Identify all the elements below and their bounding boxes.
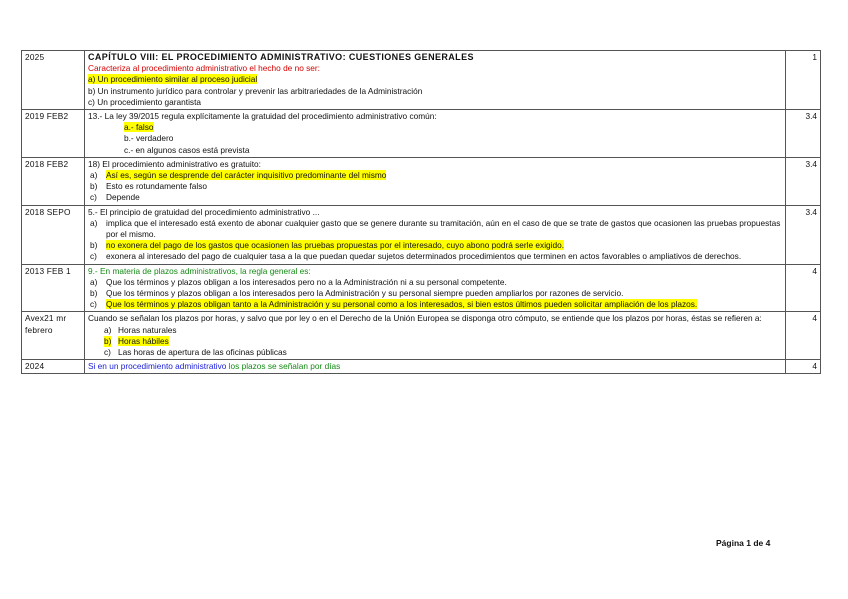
option-a: a.- falso — [124, 122, 154, 133]
page-total: 4 — [765, 538, 771, 548]
question-cell — [85, 110, 786, 158]
option-letter: c) — [90, 251, 97, 262]
page-label: Página — [716, 538, 744, 548]
question-text-part1: Si en un procedimiento administrativo — [88, 361, 227, 372]
table-row — [22, 157, 821, 205]
option-letter: b) — [90, 288, 98, 299]
row-points: 3.4 — [786, 205, 821, 264]
row-points: 4 — [786, 360, 821, 374]
question-cell — [85, 157, 786, 205]
option-a: Que los términos y plazos obligan a los interesados pero no a la Administración ni a su personal competente. — [106, 276, 507, 287]
table-row — [22, 51, 821, 110]
option-c: c.- en algunos casos está prevista — [124, 144, 250, 155]
row-id: 2025 — [22, 51, 85, 110]
row-points: 4 — [786, 312, 821, 360]
question-cell — [85, 360, 786, 374]
option-letter: a) — [90, 170, 98, 181]
table-row — [22, 110, 821, 158]
row-points: 3.4 — [786, 157, 821, 205]
option-b: no exonera del pago de los gastos que ocasionen las pruebas propuestas por el interesado, cuyo abono podrá serle exigido. — [106, 240, 565, 251]
row-id-line1: Avex21 mr — [25, 313, 67, 324]
option-letter: a) — [104, 324, 112, 335]
row-id: 2018 FEB2 — [22, 157, 85, 205]
row-id: 2018 SEPO — [22, 205, 85, 264]
option-a: Así es, según se desprende del carácter inquisitivo predominante del mismo — [106, 170, 387, 181]
page-footer — [716, 538, 770, 548]
row-id: 2024 — [22, 360, 85, 374]
row-points: 1 — [786, 51, 821, 110]
question-cell — [85, 312, 786, 360]
question-text: 13.- La ley 39/2015 regula explícitamente la gratuidad del procedimiento administrativo común: — [88, 111, 437, 122]
table-row — [22, 205, 821, 264]
row-points: 3.4 — [786, 110, 821, 158]
row-id: 2013 FEB 1 — [22, 264, 85, 312]
option-a: implica que el interesado está exento de abonar cualquier gasto que se genere durante su tramitación, aún en el caso de que se trate de gastos que ocasionen las pruebas propuestas por el mismo. — [106, 217, 781, 240]
table-row — [22, 264, 821, 312]
option-b: b) Un instrumento jurídico para controlar y prevenir las arbitrariedades de la Administración — [88, 85, 423, 96]
option-letter: b) — [90, 181, 98, 192]
question-text-part2: los plazos se señalan por días — [226, 361, 341, 372]
option-letter: c) — [90, 192, 97, 203]
chapter-title: CAPÍTULO VIII: EL PROCEDIMIENTO ADMINISTRATIVO: CUESTIONES GENERALES — [88, 52, 474, 62]
question-cell — [85, 264, 786, 312]
page-of: de — [753, 538, 764, 548]
option-letter: a) — [90, 276, 98, 287]
option-letter: b) — [104, 335, 112, 346]
row-id-line2: febrero — [25, 324, 53, 335]
option-b: Esto es rotundamente falso — [106, 181, 208, 192]
option-c: Las horas de apertura de las oficinas públicas — [118, 347, 287, 358]
option-b: b.- verdadero — [124, 133, 174, 144]
row-id — [22, 312, 85, 360]
question-text: 5.- El principio de gratuidad del procedimiento administrativo ... — [88, 206, 320, 217]
option-a: Horas naturales — [118, 324, 177, 335]
question-text: 9.- En materia de plazos administrativos, la regla general es: — [88, 265, 311, 276]
option-b: Que los términos y plazos obligan a los interesados pero la Administración y su personal siempre pueden ampliarlos por razones de servicio. — [106, 288, 624, 299]
question-text: 18) El procedimiento administrativo es gratuito: — [88, 158, 261, 169]
option-c: exonera al interesado del pago de cualquier tasa a la que puedan quedar sujetos determinados procedimientos que terminen en actos favorables o ampliativos de derechos. — [106, 251, 742, 262]
questions-table — [21, 50, 821, 374]
option-letter: c) — [104, 347, 111, 358]
table-row — [22, 360, 821, 374]
option-c: c) Un procedimiento garantista — [88, 96, 201, 107]
option-b: Horas hábiles — [118, 335, 169, 346]
option-a: a) Un procedimiento similar al proceso judicial — [88, 74, 258, 85]
option-letter: c) — [90, 299, 97, 310]
option-c: Que los términos y plazos obligan tanto a la Administración y su personal como a los interesados, si bien estos últimos pueden solicitar ampliación de los plazos. — [106, 299, 698, 310]
page-current: 1 — [746, 538, 751, 548]
row-points: 4 — [786, 264, 821, 312]
table-row — [22, 312, 821, 360]
question-text: Caracteriza al procedimiento administrativo el hecho de no ser: — [88, 63, 320, 74]
question-cell — [85, 51, 786, 110]
option-letter: a) — [90, 217, 98, 228]
option-c: Depende — [106, 192, 140, 203]
option-letter: b) — [90, 240, 98, 251]
question-text: Cuando se señalan los plazos por horas, y salvo que por ley o en el Derecho de la Unión Europea se disponga otro cómputo, se entiende que los plazos por horas, éstas se refieren a: — [88, 313, 762, 324]
row-id: 2019 FEB2 — [22, 110, 85, 158]
question-cell — [85, 205, 786, 264]
